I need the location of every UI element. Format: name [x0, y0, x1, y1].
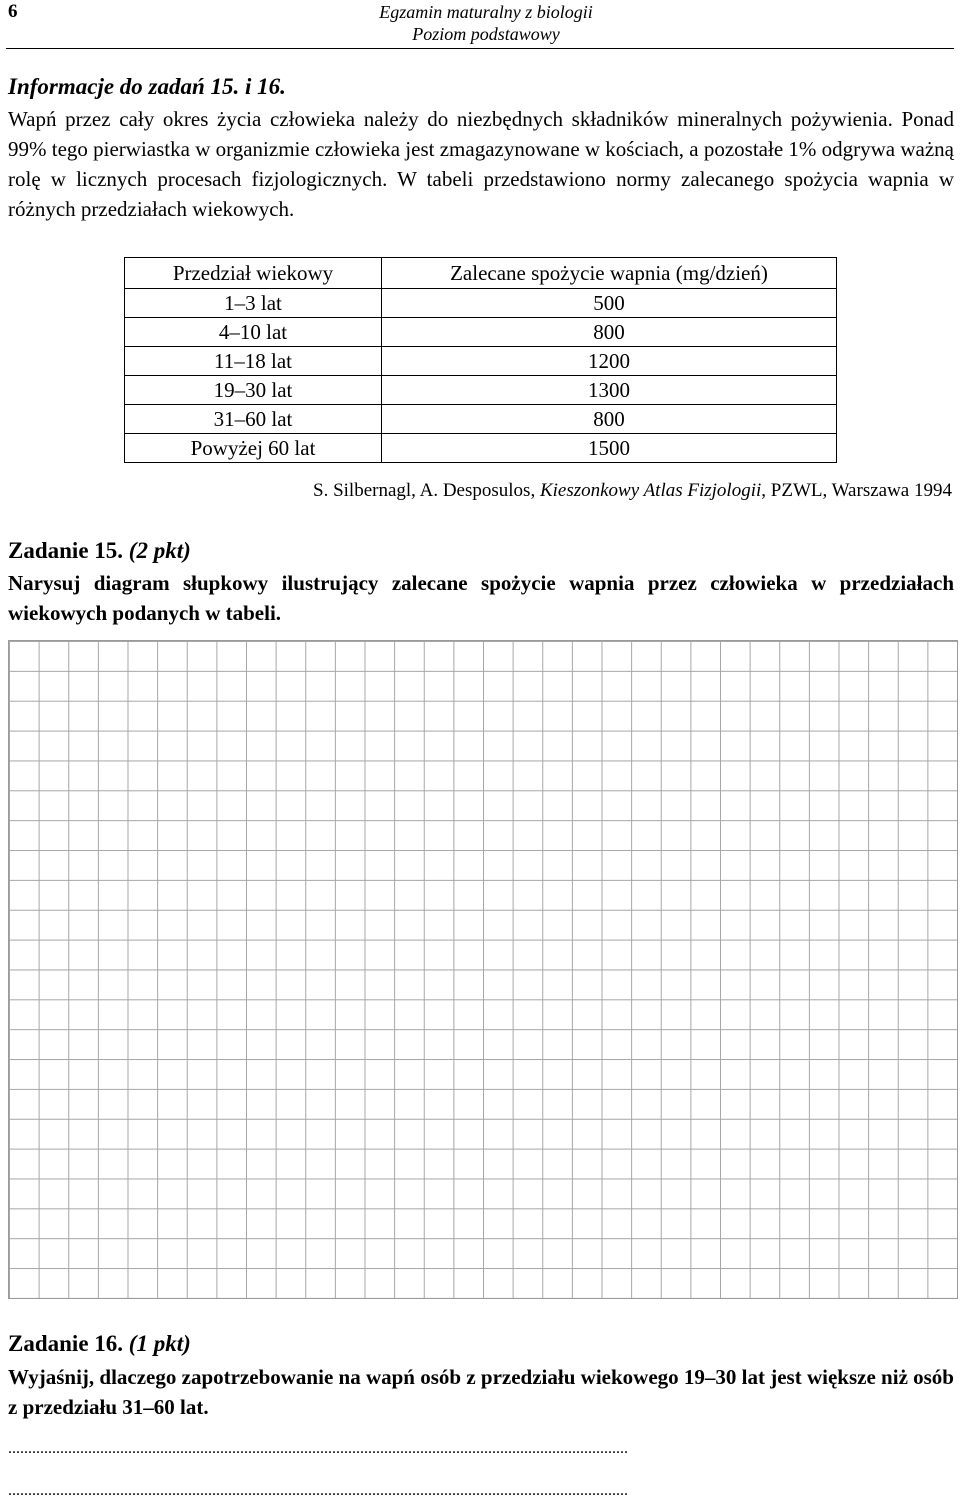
table-row — [125, 289, 837, 318]
age-range-cell: 31–60 lat — [125, 405, 382, 434]
page-header — [6, 0, 954, 49]
task15-text: Narysuj diagram słupkowy ilustrujący zalecane spożycie wapnia przez człowieka w przedziałach wiekowych podanych w tabeli. — [8, 571, 954, 625]
age-range-cell: Powyżej 60 lat — [125, 434, 382, 463]
calcium-table — [124, 257, 837, 463]
intake-cell: 1500 — [382, 434, 837, 463]
intake-cell: 800 — [382, 405, 837, 434]
info-paragraph-text: Wapń przez cały okres życia człowieka należy do niezbędnych składników mineralnych pożywienia. Ponad 99% tego pierwiastka w organizmie człowieka jest zmagazynowane w kościach, a pozostałe 1% odgrywa ważną rolę w licznych procesach fizjologicznych. W tabeli przedstawiono normy zalecanego spożycia wapnia w różnych przedziałach wiekowych. — [8, 107, 955, 221]
exam-level: Poziom podstawowy — [412, 24, 560, 44]
task16-text: Wyjaśnij, dlaczego zapotrzebowanie na wapń osób z przedziału wiekowego 19–30 lat jest większe niż osób z przedziału 31–60 lat. — [8, 1365, 954, 1419]
source-book: Kieszonkowy Atlas Fizjologii — [539, 480, 762, 501]
header-age-range: Przedział wiekowy — [125, 258, 382, 289]
task16-number: Zadanie 16. — [8, 1331, 124, 1356]
task16-points: (1 pkt) — [128, 1331, 191, 1356]
age-range-cell: 1–3 lat — [125, 289, 382, 318]
intake-cell: 1200 — [382, 347, 837, 376]
info-title: Informacje do zadań 15. i 16. — [8, 74, 286, 99]
table-row — [125, 434, 837, 463]
task16-title — [8, 1331, 191, 1357]
table-row — [125, 376, 837, 405]
page-number: 6 — [8, 1, 18, 22]
exam-title: Egzamin maturalny z biologii — [379, 2, 593, 22]
drawing-grid[interactable] — [8, 640, 958, 1299]
info-paragraph — [8, 104, 954, 224]
intake-cell: 800 — [382, 318, 837, 347]
intake-cell: 1300 — [382, 376, 837, 405]
intake-cell: 500 — [382, 289, 837, 318]
header-title-block — [336, 1, 636, 45]
source-authors: S. Silbernagl, A. Desposulos, — [313, 480, 536, 501]
source-citation — [313, 480, 952, 502]
header-calcium-intake: Zalecane spożycie wapnia (mg/dzień) — [382, 258, 837, 289]
answer-line[interactable]: ........................................................................................................................................................... — [8, 1440, 628, 1457]
table-row — [125, 347, 837, 376]
source-publisher: , PZWL, Warszawa 1994 — [761, 480, 952, 501]
age-range-cell: 4–10 lat — [125, 318, 382, 347]
age-range-cell: 19–30 lat — [125, 376, 382, 405]
table-header-row — [125, 258, 837, 289]
task15-number: Zadanie 15. — [8, 538, 124, 563]
task15-points: (2 pkt) — [128, 538, 191, 563]
table-row — [125, 318, 837, 347]
table-row — [125, 405, 837, 434]
task15-title — [8, 538, 191, 564]
answer-line[interactable]: ........................................................................................................................................................... — [8, 1482, 628, 1499]
age-range-cell: 11–18 lat — [125, 347, 382, 376]
